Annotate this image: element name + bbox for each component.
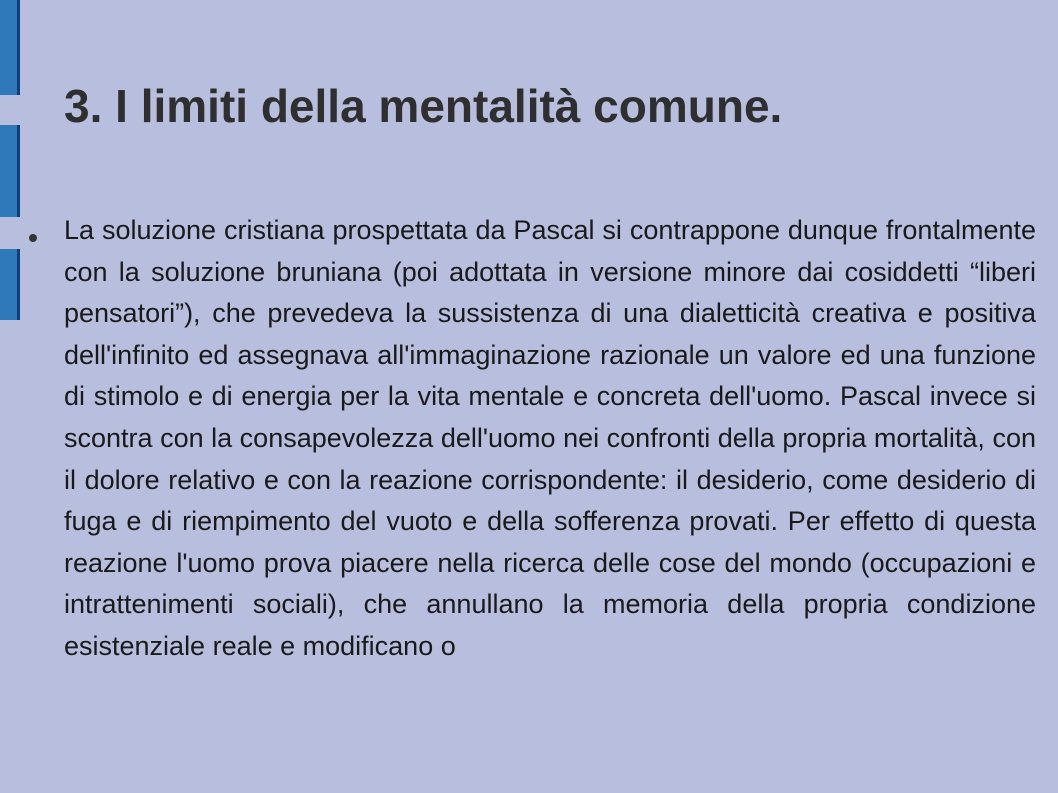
bullet-icon [29, 234, 37, 242]
slide-body [0, 198, 1058, 793]
bullet-paragraph: La soluzione cristiana prospettata da Pascal si contrappone dunque frontalmente con la soluzione bruniana (poi adottata in versione minore dai cosiddetti “liberi pensatori”), che prevedeva la sussistenza di una dialetticità creativa e positiva dell'infinito ed assegnava all'immaginazione razionale un valore ed una funzione di stimolo e di energia per la vita mentale e concreta dell'uomo. Pascal invece si scontra con la consapevolezza dell'uomo nei confronti della propria mortalità, con il dolore relativo e con la reazione corrispondente: il desiderio, come desiderio di fuga e di riempimento del vuoto e della sofferenza provati. Per effetto di questa reazione l'uomo prova piacere nella ricerca delle cose del mondo (occupazioni e intrattenimenti sociali), che annullano la memoria della propria condizione esistenziale reale e modificano o [64, 215, 1036, 661]
decorative-side-bar [0, 0, 20, 95]
slide-title: 3. I limiti della mentalità comune. [64, 80, 783, 132]
